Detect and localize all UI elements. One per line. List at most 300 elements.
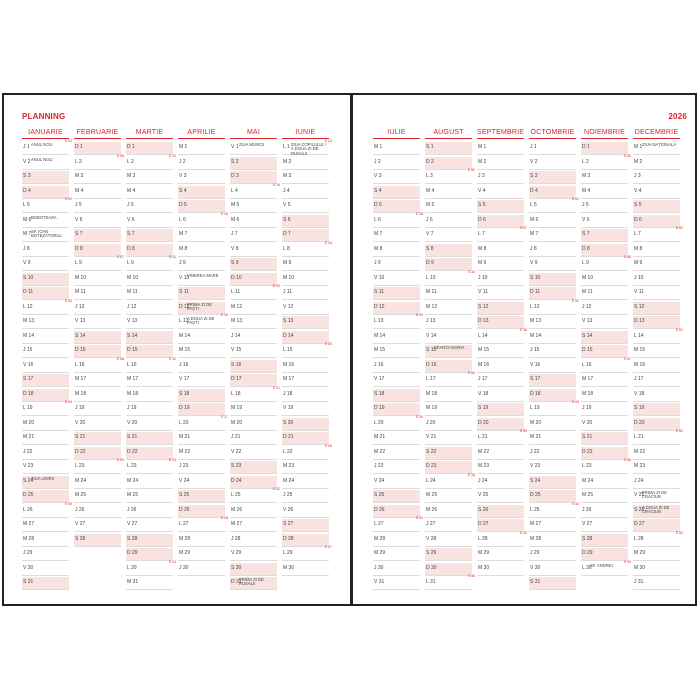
day-row[interactable] — [230, 432, 277, 445]
day-row[interactable] — [581, 403, 628, 416]
day-row[interactable] — [633, 327, 683, 344]
day-row[interactable] — [425, 534, 472, 547]
day-row[interactable] — [126, 458, 176, 474]
day-row[interactable] — [477, 258, 524, 271]
day-row[interactable] — [529, 476, 576, 489]
day-row[interactable] — [373, 534, 420, 547]
day-row[interactable] — [126, 345, 173, 358]
day-row[interactable] — [230, 316, 277, 329]
day-row[interactable] — [529, 548, 576, 561]
day-row[interactable] — [74, 200, 121, 213]
day-row[interactable] — [74, 171, 121, 184]
day-row[interactable] — [126, 186, 173, 199]
day-row[interactable] — [477, 389, 524, 402]
day-row[interactable] — [633, 258, 680, 271]
day-row[interactable] — [581, 244, 628, 257]
day-row[interactable] — [477, 157, 524, 170]
day-row[interactable] — [477, 200, 524, 213]
day-row[interactable] — [633, 157, 680, 170]
day-row[interactable] — [581, 458, 631, 474]
day-row[interactable] — [477, 302, 524, 315]
day-row[interactable] — [282, 342, 332, 358]
day-row[interactable] — [529, 244, 576, 257]
day-row[interactable] — [581, 287, 628, 300]
day-row[interactable] — [477, 563, 524, 576]
day-row[interactable] — [529, 157, 576, 170]
day-row[interactable] — [126, 534, 173, 547]
day-row[interactable] — [126, 548, 173, 561]
day-row[interactable] — [581, 559, 631, 576]
day-row[interactable] — [178, 505, 225, 518]
day-row[interactable] — [74, 287, 121, 300]
day-row[interactable] — [282, 215, 329, 228]
day-row[interactable] — [633, 519, 680, 532]
day-row[interactable] — [178, 313, 228, 329]
day-row[interactable] — [425, 287, 472, 300]
day-row[interactable] — [529, 432, 576, 445]
day-row[interactable] — [74, 345, 121, 358]
day-row[interactable] — [178, 534, 225, 547]
day-row[interactable] — [633, 548, 680, 561]
day-row[interactable] — [178, 186, 225, 199]
day-row[interactable] — [22, 171, 69, 184]
day-row[interactable] — [477, 374, 524, 387]
day-row[interactable] — [373, 229, 420, 242]
day-row[interactable] — [477, 548, 524, 561]
day-row[interactable] — [529, 229, 576, 242]
day-row[interactable] — [178, 516, 228, 532]
day-row[interactable] — [373, 200, 420, 213]
day-row[interactable] — [633, 142, 680, 155]
day-row[interactable] — [126, 273, 173, 286]
day-row[interactable] — [282, 374, 329, 387]
day-row[interactable] — [581, 432, 628, 445]
day-row[interactable] — [373, 142, 420, 155]
day-row[interactable] — [22, 345, 69, 358]
day-row[interactable] — [230, 171, 277, 184]
day-row[interactable] — [22, 215, 69, 228]
day-row[interactable] — [373, 516, 423, 532]
day-row[interactable] — [230, 487, 280, 503]
day-row[interactable] — [126, 559, 176, 576]
day-row[interactable] — [126, 302, 173, 315]
day-row[interactable] — [425, 490, 472, 503]
day-row[interactable] — [425, 168, 475, 184]
day-row[interactable] — [282, 519, 329, 532]
day-row[interactable] — [230, 182, 280, 199]
day-row[interactable] — [529, 197, 579, 213]
day-row[interactable] — [126, 403, 173, 416]
day-row[interactable] — [178, 563, 225, 576]
day-row[interactable] — [373, 244, 420, 257]
day-row[interactable] — [373, 403, 420, 416]
day-row[interactable] — [425, 461, 472, 474]
day-row[interactable] — [282, 476, 329, 489]
day-row[interactable] — [282, 240, 332, 257]
day-row[interactable] — [178, 389, 225, 402]
day-row[interactable] — [178, 432, 225, 445]
day-row[interactable] — [22, 229, 69, 242]
day-row[interactable] — [282, 490, 329, 503]
day-row[interactable] — [282, 563, 329, 576]
day-row[interactable] — [633, 186, 680, 199]
day-row[interactable] — [633, 302, 680, 315]
day-row[interactable] — [425, 519, 472, 532]
day-row[interactable] — [373, 432, 420, 445]
day-row[interactable] — [425, 432, 472, 445]
day-row[interactable] — [22, 501, 72, 518]
day-row[interactable] — [581, 142, 628, 155]
day-row[interactable] — [178, 258, 225, 271]
day-row[interactable] — [230, 244, 277, 257]
day-row[interactable] — [529, 258, 576, 271]
day-row[interactable] — [633, 273, 680, 286]
day-row[interactable] — [22, 157, 69, 170]
day-row[interactable] — [230, 215, 277, 228]
day-row[interactable] — [22, 432, 69, 445]
day-row[interactable] — [581, 171, 628, 184]
day-row[interactable] — [633, 374, 680, 387]
day-row[interactable] — [373, 171, 420, 184]
day-row[interactable] — [126, 200, 173, 213]
day-row[interactable] — [126, 447, 173, 460]
day-row[interactable] — [126, 490, 173, 503]
day-row[interactable] — [126, 244, 173, 257]
day-row[interactable] — [425, 215, 472, 228]
day-row[interactable] — [373, 331, 420, 344]
day-row[interactable] — [425, 389, 472, 402]
day-row[interactable] — [126, 374, 173, 387]
day-row[interactable] — [178, 461, 225, 474]
day-row[interactable] — [282, 432, 329, 445]
day-row[interactable] — [282, 331, 329, 344]
day-row[interactable] — [477, 273, 524, 286]
day-row[interactable] — [425, 447, 472, 460]
day-row[interactable] — [529, 447, 576, 460]
day-row[interactable] — [477, 327, 527, 344]
day-row[interactable] — [477, 505, 524, 518]
day-row[interactable] — [22, 418, 69, 431]
day-row[interactable] — [74, 244, 121, 257]
day-row[interactable] — [529, 316, 576, 329]
day-row[interactable] — [529, 577, 576, 590]
day-row[interactable] — [282, 443, 332, 460]
day-row[interactable] — [477, 429, 527, 445]
day-row[interactable] — [477, 316, 524, 329]
day-row[interactable] — [633, 490, 680, 503]
day-row[interactable] — [425, 316, 472, 329]
day-row[interactable] — [74, 403, 121, 416]
day-row[interactable] — [529, 400, 579, 416]
day-row[interactable] — [633, 577, 680, 590]
day-row[interactable] — [529, 171, 576, 184]
day-row[interactable] — [230, 302, 277, 315]
day-row[interactable] — [581, 200, 628, 213]
day-row[interactable] — [74, 534, 121, 547]
day-row[interactable] — [126, 418, 173, 431]
day-row[interactable] — [529, 345, 576, 358]
day-row[interactable] — [22, 476, 69, 489]
day-row[interactable] — [22, 360, 69, 373]
day-row[interactable] — [633, 447, 680, 460]
day-row[interactable] — [425, 563, 472, 576]
day-row[interactable] — [633, 563, 680, 576]
day-row[interactable] — [178, 447, 225, 460]
day-row[interactable] — [178, 273, 225, 286]
day-row[interactable] — [230, 519, 277, 532]
day-row[interactable] — [74, 490, 121, 503]
day-row[interactable] — [373, 186, 420, 199]
day-row[interactable] — [633, 316, 680, 329]
day-row[interactable] — [74, 153, 124, 170]
day-row[interactable] — [178, 345, 225, 358]
day-row[interactable] — [529, 186, 576, 199]
day-row[interactable] — [178, 374, 225, 387]
day-row[interactable] — [74, 519, 121, 532]
day-row[interactable] — [425, 244, 472, 257]
day-row[interactable] — [529, 534, 576, 547]
day-row[interactable] — [633, 429, 683, 445]
day-row[interactable] — [230, 534, 277, 547]
day-row[interactable] — [178, 157, 225, 170]
day-row[interactable] — [74, 447, 121, 460]
day-row[interactable] — [633, 505, 680, 518]
day-row[interactable] — [529, 360, 576, 373]
day-row[interactable] — [126, 505, 173, 518]
day-row[interactable] — [230, 345, 277, 358]
day-row[interactable] — [477, 171, 524, 184]
day-row[interactable] — [126, 229, 173, 242]
day-row[interactable] — [282, 545, 332, 561]
day-row[interactable] — [373, 157, 420, 170]
day-row[interactable] — [282, 505, 329, 518]
day-row[interactable] — [529, 273, 576, 286]
day-row[interactable] — [282, 258, 329, 271]
day-row[interactable] — [581, 476, 628, 489]
day-row[interactable] — [178, 211, 228, 228]
day-row[interactable] — [581, 153, 631, 170]
day-row[interactable] — [126, 171, 173, 184]
day-row[interactable] — [529, 215, 576, 228]
day-row[interactable] — [581, 490, 628, 503]
day-row[interactable] — [282, 186, 329, 199]
day-row[interactable] — [477, 461, 524, 474]
day-row[interactable] — [373, 345, 420, 358]
day-row[interactable] — [74, 142, 121, 155]
day-row[interactable] — [477, 287, 524, 300]
day-row[interactable] — [282, 418, 329, 431]
day-row[interactable] — [230, 418, 277, 431]
day-row[interactable] — [425, 472, 475, 489]
day-row[interactable] — [126, 142, 173, 155]
day-row[interactable] — [373, 461, 420, 474]
day-row[interactable] — [282, 461, 329, 474]
day-row[interactable] — [373, 577, 420, 590]
day-row[interactable] — [230, 461, 277, 474]
day-row[interactable] — [633, 171, 680, 184]
day-row[interactable] — [633, 418, 680, 431]
day-row[interactable] — [178, 302, 225, 315]
day-row[interactable] — [230, 273, 277, 286]
day-row[interactable] — [22, 316, 69, 329]
day-row[interactable] — [22, 400, 72, 416]
day-row[interactable] — [373, 360, 420, 373]
day-row[interactable] — [477, 360, 524, 373]
day-row[interactable] — [425, 302, 472, 315]
day-row[interactable] — [22, 490, 69, 503]
day-row[interactable] — [633, 244, 680, 257]
day-row[interactable] — [74, 186, 121, 199]
day-row[interactable] — [74, 418, 121, 431]
day-row[interactable] — [425, 142, 472, 155]
day-row[interactable] — [74, 316, 121, 329]
day-row[interactable] — [126, 432, 173, 445]
day-row[interactable] — [282, 534, 329, 547]
day-row[interactable] — [477, 345, 524, 358]
day-row[interactable] — [529, 501, 579, 518]
day-row[interactable] — [230, 157, 277, 170]
day-row[interactable] — [74, 389, 121, 402]
day-row[interactable] — [22, 298, 72, 315]
day-row[interactable] — [126, 255, 176, 271]
day-row[interactable] — [22, 519, 69, 532]
day-row[interactable] — [74, 374, 121, 387]
day-row[interactable] — [230, 403, 277, 416]
day-row[interactable] — [230, 360, 277, 373]
day-row[interactable] — [22, 447, 69, 460]
day-row[interactable] — [581, 374, 628, 387]
day-row[interactable] — [581, 345, 628, 358]
day-row[interactable] — [178, 403, 225, 416]
day-row[interactable] — [22, 139, 72, 155]
day-row[interactable] — [178, 171, 225, 184]
day-row[interactable] — [282, 200, 329, 213]
day-row[interactable] — [425, 371, 475, 387]
day-row[interactable] — [22, 258, 69, 271]
day-row[interactable] — [74, 356, 124, 373]
day-row[interactable] — [373, 505, 420, 518]
day-row[interactable] — [425, 331, 472, 344]
day-row[interactable] — [425, 229, 472, 242]
day-row[interactable] — [178, 200, 225, 213]
day-row[interactable] — [581, 255, 631, 271]
day-row[interactable] — [425, 505, 472, 518]
day-row[interactable] — [22, 197, 72, 213]
day-row[interactable] — [230, 229, 277, 242]
day-row[interactable] — [126, 389, 173, 402]
day-row[interactable] — [282, 302, 329, 315]
day-row[interactable] — [477, 215, 524, 228]
day-row[interactable] — [74, 432, 121, 445]
day-row[interactable] — [22, 577, 69, 590]
day-row[interactable] — [633, 287, 680, 300]
day-row[interactable] — [22, 374, 69, 387]
day-row[interactable] — [282, 157, 329, 170]
day-row[interactable] — [74, 229, 121, 242]
day-row[interactable] — [282, 316, 329, 329]
day-row[interactable] — [529, 142, 576, 155]
day-row[interactable] — [230, 447, 277, 460]
day-row[interactable] — [477, 447, 524, 460]
day-row[interactable] — [529, 418, 576, 431]
day-row[interactable] — [282, 229, 329, 242]
day-row[interactable] — [230, 385, 280, 402]
day-row[interactable] — [282, 287, 329, 300]
day-row[interactable] — [425, 418, 472, 431]
day-row[interactable] — [581, 316, 628, 329]
day-row[interactable] — [633, 360, 680, 373]
day-row[interactable] — [373, 258, 420, 271]
day-row[interactable] — [74, 302, 121, 315]
day-row[interactable] — [282, 139, 332, 156]
day-row[interactable] — [373, 563, 420, 576]
day-row[interactable] — [425, 403, 472, 416]
day-row[interactable] — [282, 360, 329, 373]
day-row[interactable] — [477, 418, 524, 431]
day-row[interactable] — [373, 273, 420, 286]
day-row[interactable] — [178, 476, 225, 489]
day-row[interactable] — [282, 403, 329, 416]
day-row[interactable] — [477, 403, 524, 416]
day-row[interactable] — [425, 258, 472, 271]
day-row[interactable] — [126, 215, 173, 228]
day-row[interactable] — [178, 331, 225, 344]
day-row[interactable] — [477, 186, 524, 199]
day-row[interactable] — [126, 476, 173, 489]
day-row[interactable] — [373, 447, 420, 460]
day-row[interactable] — [230, 284, 280, 300]
day-row[interactable] — [282, 171, 329, 184]
day-row[interactable] — [373, 211, 423, 228]
day-row[interactable] — [477, 519, 524, 532]
day-row[interactable] — [178, 142, 225, 155]
day-row[interactable] — [178, 244, 225, 257]
day-row[interactable] — [22, 244, 69, 257]
day-row[interactable] — [22, 461, 69, 474]
day-row[interactable] — [581, 519, 628, 532]
day-row[interactable] — [178, 414, 228, 431]
day-row[interactable] — [581, 534, 628, 547]
day-row[interactable] — [477, 244, 524, 257]
day-row[interactable] — [581, 186, 628, 199]
day-row[interactable] — [529, 298, 579, 315]
day-row[interactable] — [230, 331, 277, 344]
day-row[interactable] — [425, 548, 472, 561]
day-row[interactable] — [230, 563, 277, 576]
day-row[interactable] — [581, 302, 628, 315]
day-row[interactable] — [126, 356, 176, 373]
day-row[interactable] — [282, 273, 329, 286]
day-row[interactable] — [581, 331, 628, 344]
day-row[interactable] — [230, 200, 277, 213]
day-row[interactable] — [425, 360, 472, 373]
day-row[interactable] — [373, 287, 420, 300]
day-row[interactable] — [581, 215, 628, 228]
day-row[interactable] — [477, 142, 524, 155]
day-row[interactable] — [230, 505, 277, 518]
day-row[interactable] — [373, 548, 420, 561]
day-row[interactable] — [178, 490, 225, 503]
day-row[interactable] — [529, 519, 576, 532]
day-row[interactable] — [22, 534, 69, 547]
day-row[interactable] — [425, 345, 472, 358]
day-row[interactable] — [178, 287, 225, 300]
day-row[interactable] — [581, 447, 628, 460]
day-row[interactable] — [581, 229, 628, 242]
day-row[interactable] — [425, 574, 475, 590]
day-row[interactable] — [477, 226, 527, 242]
day-row[interactable] — [477, 490, 524, 503]
